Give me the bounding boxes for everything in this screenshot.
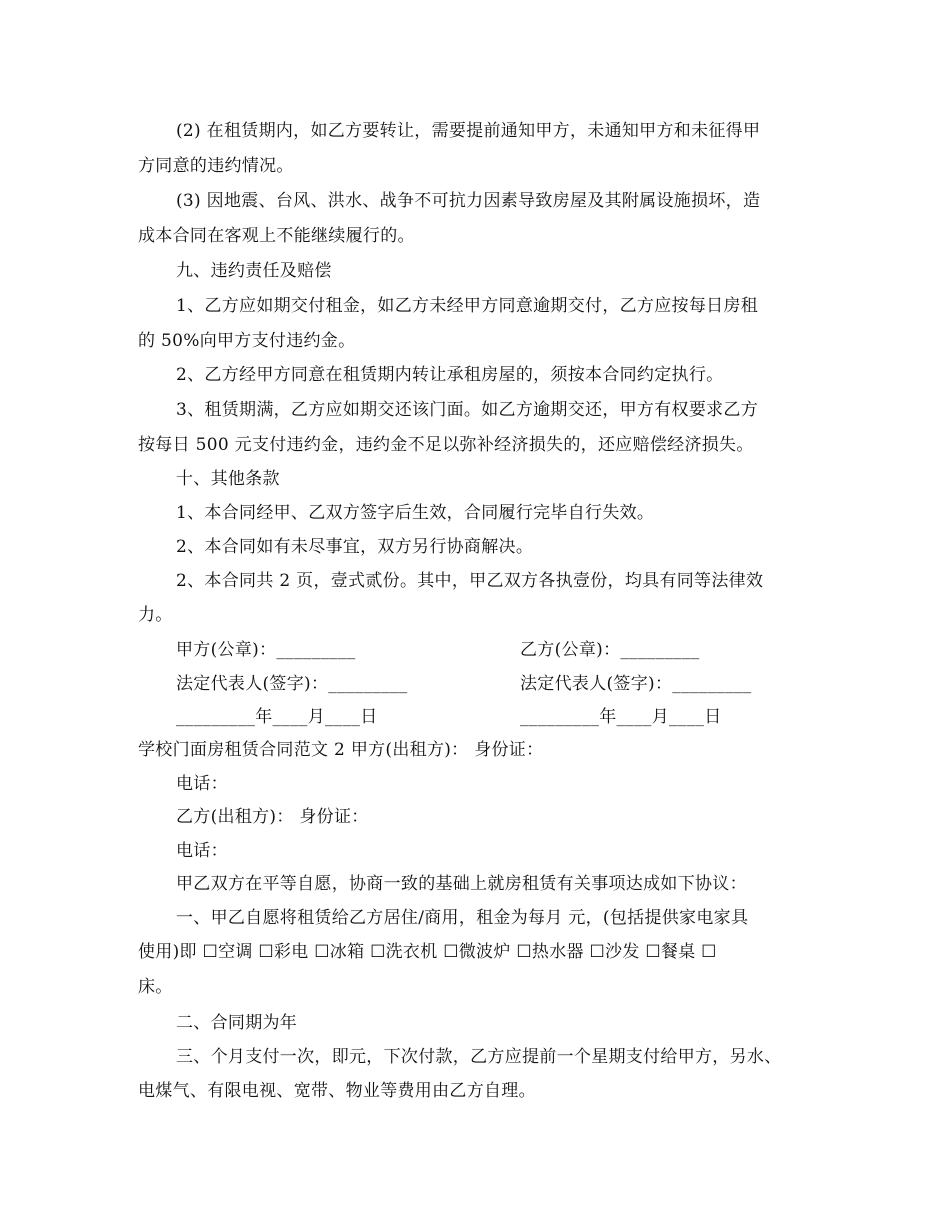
sample-2-title-line: 学校门面房租赁合同范文 2 甲方(出租方)： 身份证： <box>138 740 544 760</box>
clause-8-2-line2: 方同意的违约情况。 <box>138 156 294 176</box>
party-b-seal-field: 乙方(公章)：_________ <box>520 640 700 660</box>
clause-3-line2: 电煤气、有限电视、宽带、物业等费用由乙方自理。 <box>138 1081 536 1101</box>
clause-8-3-line1: (3) 因地震、台风、洪水、战争不可抗力因素导致房屋及其附属设施损坏，造 <box>176 191 761 211</box>
clause-1-line1: 一、甲乙自愿将租赁给乙方居住/商用，租金为每月 元，(包括提供家电家具 <box>176 908 749 928</box>
clause-8-2-line1: (2) 在租赁期内，如乙方要转让，需要提前通知甲方，未通知甲方和未征得甲 <box>176 121 761 141</box>
party-a-date-field: _________年____月____日 <box>176 707 378 727</box>
clause-9-3-line2: 按每日 500 元支付违约金，违约金不足以弥补经济损失的，还应赔偿经济损失。 <box>138 435 754 455</box>
clause-3-line1: 三、个月支付一次，即元，下次付款，乙方应提前一个星期支付给甲方，另水、 <box>176 1047 782 1067</box>
clause-9-2: 2、乙方经甲方同意在租赁期内转让承租房屋的，须按本合同约定执行。 <box>176 365 724 385</box>
clause-9-3-line1: 3、租赁期满，乙方应如期交还该门面。如乙方逾期交还，甲方有权要求乙方 <box>176 400 759 420</box>
clause-10-2: 2、本合同如有未尽事宜，双方另行协商解决。 <box>176 537 534 557</box>
clause-9-1-line2: 的 50%向甲方支付违约金。 <box>138 331 356 351</box>
party-a-seal-field: 甲方(公章)：_________ <box>176 640 356 660</box>
clause-8-3-line2: 成本合同在客观上不能继续履行的。 <box>138 226 415 246</box>
clause-1-appliance-checklist: 使用)即 ☐空调 ☐彩电 ☐冰箱 ☐洗衣机 ☐微波炉 ☐热水器 ☐沙发 ☐餐桌 ☐ <box>138 942 717 962</box>
party-b-date-field: _________年____月____日 <box>520 707 722 727</box>
party-b-info: 乙方(出租方)： 身份证： <box>176 807 369 827</box>
clause-10-3-line1: 2、本合同共 2 页，壹式贰份。其中，甲乙双方各执壹份，均具有同等法律效 <box>176 571 764 591</box>
section-9-heading: 九、违约责任及赔偿 <box>176 261 332 281</box>
clause-10-3-line2: 力。 <box>138 605 173 625</box>
party-b-phone: 电话： <box>176 841 228 861</box>
clause-1-line3: 床。 <box>138 977 173 997</box>
agreement-intro: 甲乙双方在平等自愿，协商一致的基础上就房租赁有关事项达成如下协议： <box>176 874 747 894</box>
clause-10-1: 1、本合同经甲、乙双方签字后生效，合同履行完毕自行失效。 <box>176 503 655 523</box>
party-a-representative-field: 法定代表人(签字)：_________ <box>176 674 408 694</box>
clause-2-term: 二、合同期为年 <box>176 1013 298 1033</box>
party-a-phone: 电话： <box>176 774 228 794</box>
party-b-representative-field: 法定代表人(签字)：_________ <box>520 674 752 694</box>
clause-9-1-line1: 1、乙方应如期交付租金，如乙方未经甲方同意逾期交付，乙方应按每日房租 <box>176 296 759 316</box>
section-10-heading: 十、其他条款 <box>176 469 280 489</box>
